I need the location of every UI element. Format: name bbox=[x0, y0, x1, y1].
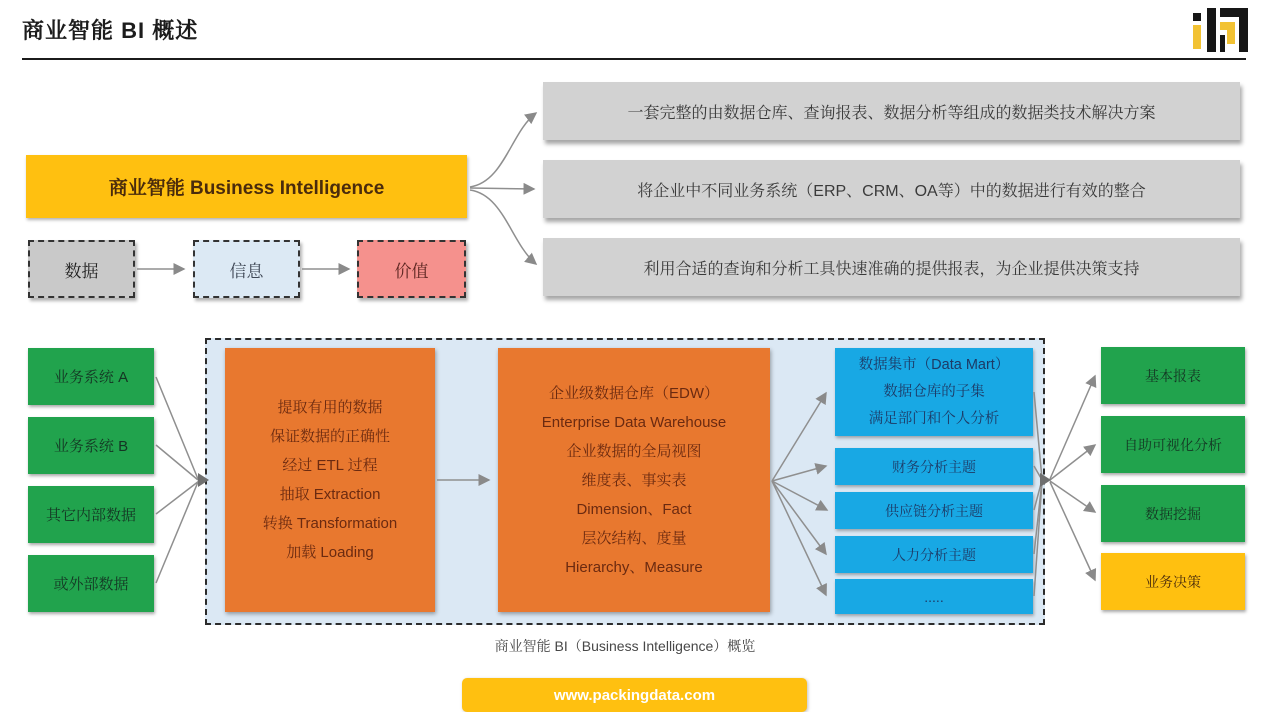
definition-text-1: 一套完整的由数据仓库、查询报表、数据分析等组成的数据类技术解决方案 bbox=[627, 104, 1156, 122]
bi-main-label: 商业智能 Business Intelligence bbox=[108, 178, 385, 199]
data-mart-line: 数据仓库的子集 bbox=[883, 383, 985, 400]
diagram-caption: 商业智能 BI（Business Intelligence）概览 bbox=[494, 638, 756, 654]
output-label: 自助可视化分析 bbox=[1124, 436, 1222, 453]
etl-line: 转换 Transformation bbox=[262, 515, 398, 532]
output-box-data-mining bbox=[1101, 485, 1245, 542]
footer-url-bar[interactable] bbox=[462, 678, 807, 712]
mart-label: 供应链分析主题 bbox=[885, 502, 983, 519]
source-label: 业务系统 A bbox=[53, 369, 129, 386]
source-label: 业务系统 B bbox=[53, 438, 129, 455]
chain-label-value: 价值 bbox=[394, 261, 429, 281]
chain-label-data: 数据 bbox=[64, 261, 99, 281]
chain-box-value bbox=[357, 240, 466, 298]
edw-line: Hierarchy、Measure bbox=[565, 558, 703, 576]
footer-url-text[interactable]: www.packingdata.com bbox=[553, 686, 716, 704]
source-box-internal-data bbox=[28, 486, 154, 543]
etl-line: 保证数据的正确性 bbox=[269, 428, 390, 445]
definition-text-3: 利用合适的查询和分析工具快速准确的提供报表，为企业提供决策支持 bbox=[643, 260, 1140, 278]
chain-label-information: 信息 bbox=[229, 261, 264, 281]
mart-label: ..... bbox=[924, 588, 944, 605]
etl-box bbox=[225, 348, 435, 612]
mart-label: 人力分析主题 bbox=[892, 546, 976, 563]
data-mart-line: 满足部门和个人分析 bbox=[868, 410, 1000, 427]
source-label: 其它内部数据 bbox=[45, 507, 136, 524]
output-box-basic-reports bbox=[1101, 347, 1245, 404]
definition-box-2 bbox=[543, 160, 1240, 218]
title-divider bbox=[22, 58, 1246, 60]
mart-box-supply-chain bbox=[835, 492, 1033, 529]
etl-line: 提取有用的数据 bbox=[277, 399, 383, 416]
output-box-business-decision bbox=[1101, 553, 1245, 610]
bi-main-box bbox=[26, 155, 467, 218]
output-label: 业务决策 bbox=[1145, 573, 1201, 590]
mart-label: 财务分析主题 bbox=[892, 458, 976, 475]
edw-line: 企业级数据仓库（EDW） bbox=[549, 384, 719, 402]
data-mart-line: 数据集市（Data Mart） bbox=[858, 356, 1010, 373]
etl-line: 加载 Loading bbox=[286, 544, 374, 561]
output-box-self-service-analysis bbox=[1101, 416, 1245, 473]
definition-box-3 bbox=[543, 238, 1240, 296]
mart-box-more bbox=[835, 579, 1033, 614]
output-label: 数据挖掘 bbox=[1145, 505, 1201, 522]
etl-line: 经过 ETL 过程 bbox=[282, 457, 378, 474]
edw-line: Enterprise Data Warehouse bbox=[541, 413, 727, 431]
definition-text-2: 将企业中不同业务系统（ERP、CRM、OA等）中的数据进行有效的整合 bbox=[637, 182, 1146, 200]
edw-box bbox=[498, 348, 770, 612]
mart-box-hr bbox=[835, 536, 1033, 573]
edw-line: 维度表、事实表 bbox=[581, 471, 687, 489]
source-box-system-b bbox=[28, 417, 154, 474]
chain-box-data bbox=[28, 240, 135, 298]
page-title: 商业智能 BI 概述 bbox=[22, 18, 199, 43]
output-label: 基本报表 bbox=[1145, 367, 1201, 384]
chain-box-information bbox=[193, 240, 300, 298]
mart-box-finance bbox=[835, 448, 1033, 485]
edw-line: Dimension、Fact bbox=[576, 500, 692, 518]
edw-line: 企业数据的全局视图 bbox=[566, 442, 702, 460]
source-label: 或外部数据 bbox=[53, 576, 129, 593]
edw-line: 层次结构、度量 bbox=[581, 529, 687, 547]
etl-line: 抽取 Extraction bbox=[279, 486, 381, 503]
definition-box-1 bbox=[543, 82, 1240, 140]
source-box-external-data bbox=[28, 555, 154, 612]
data-mart-box bbox=[835, 348, 1033, 436]
brand-logo-icon bbox=[1193, 8, 1250, 54]
source-box-system-a bbox=[28, 348, 154, 405]
